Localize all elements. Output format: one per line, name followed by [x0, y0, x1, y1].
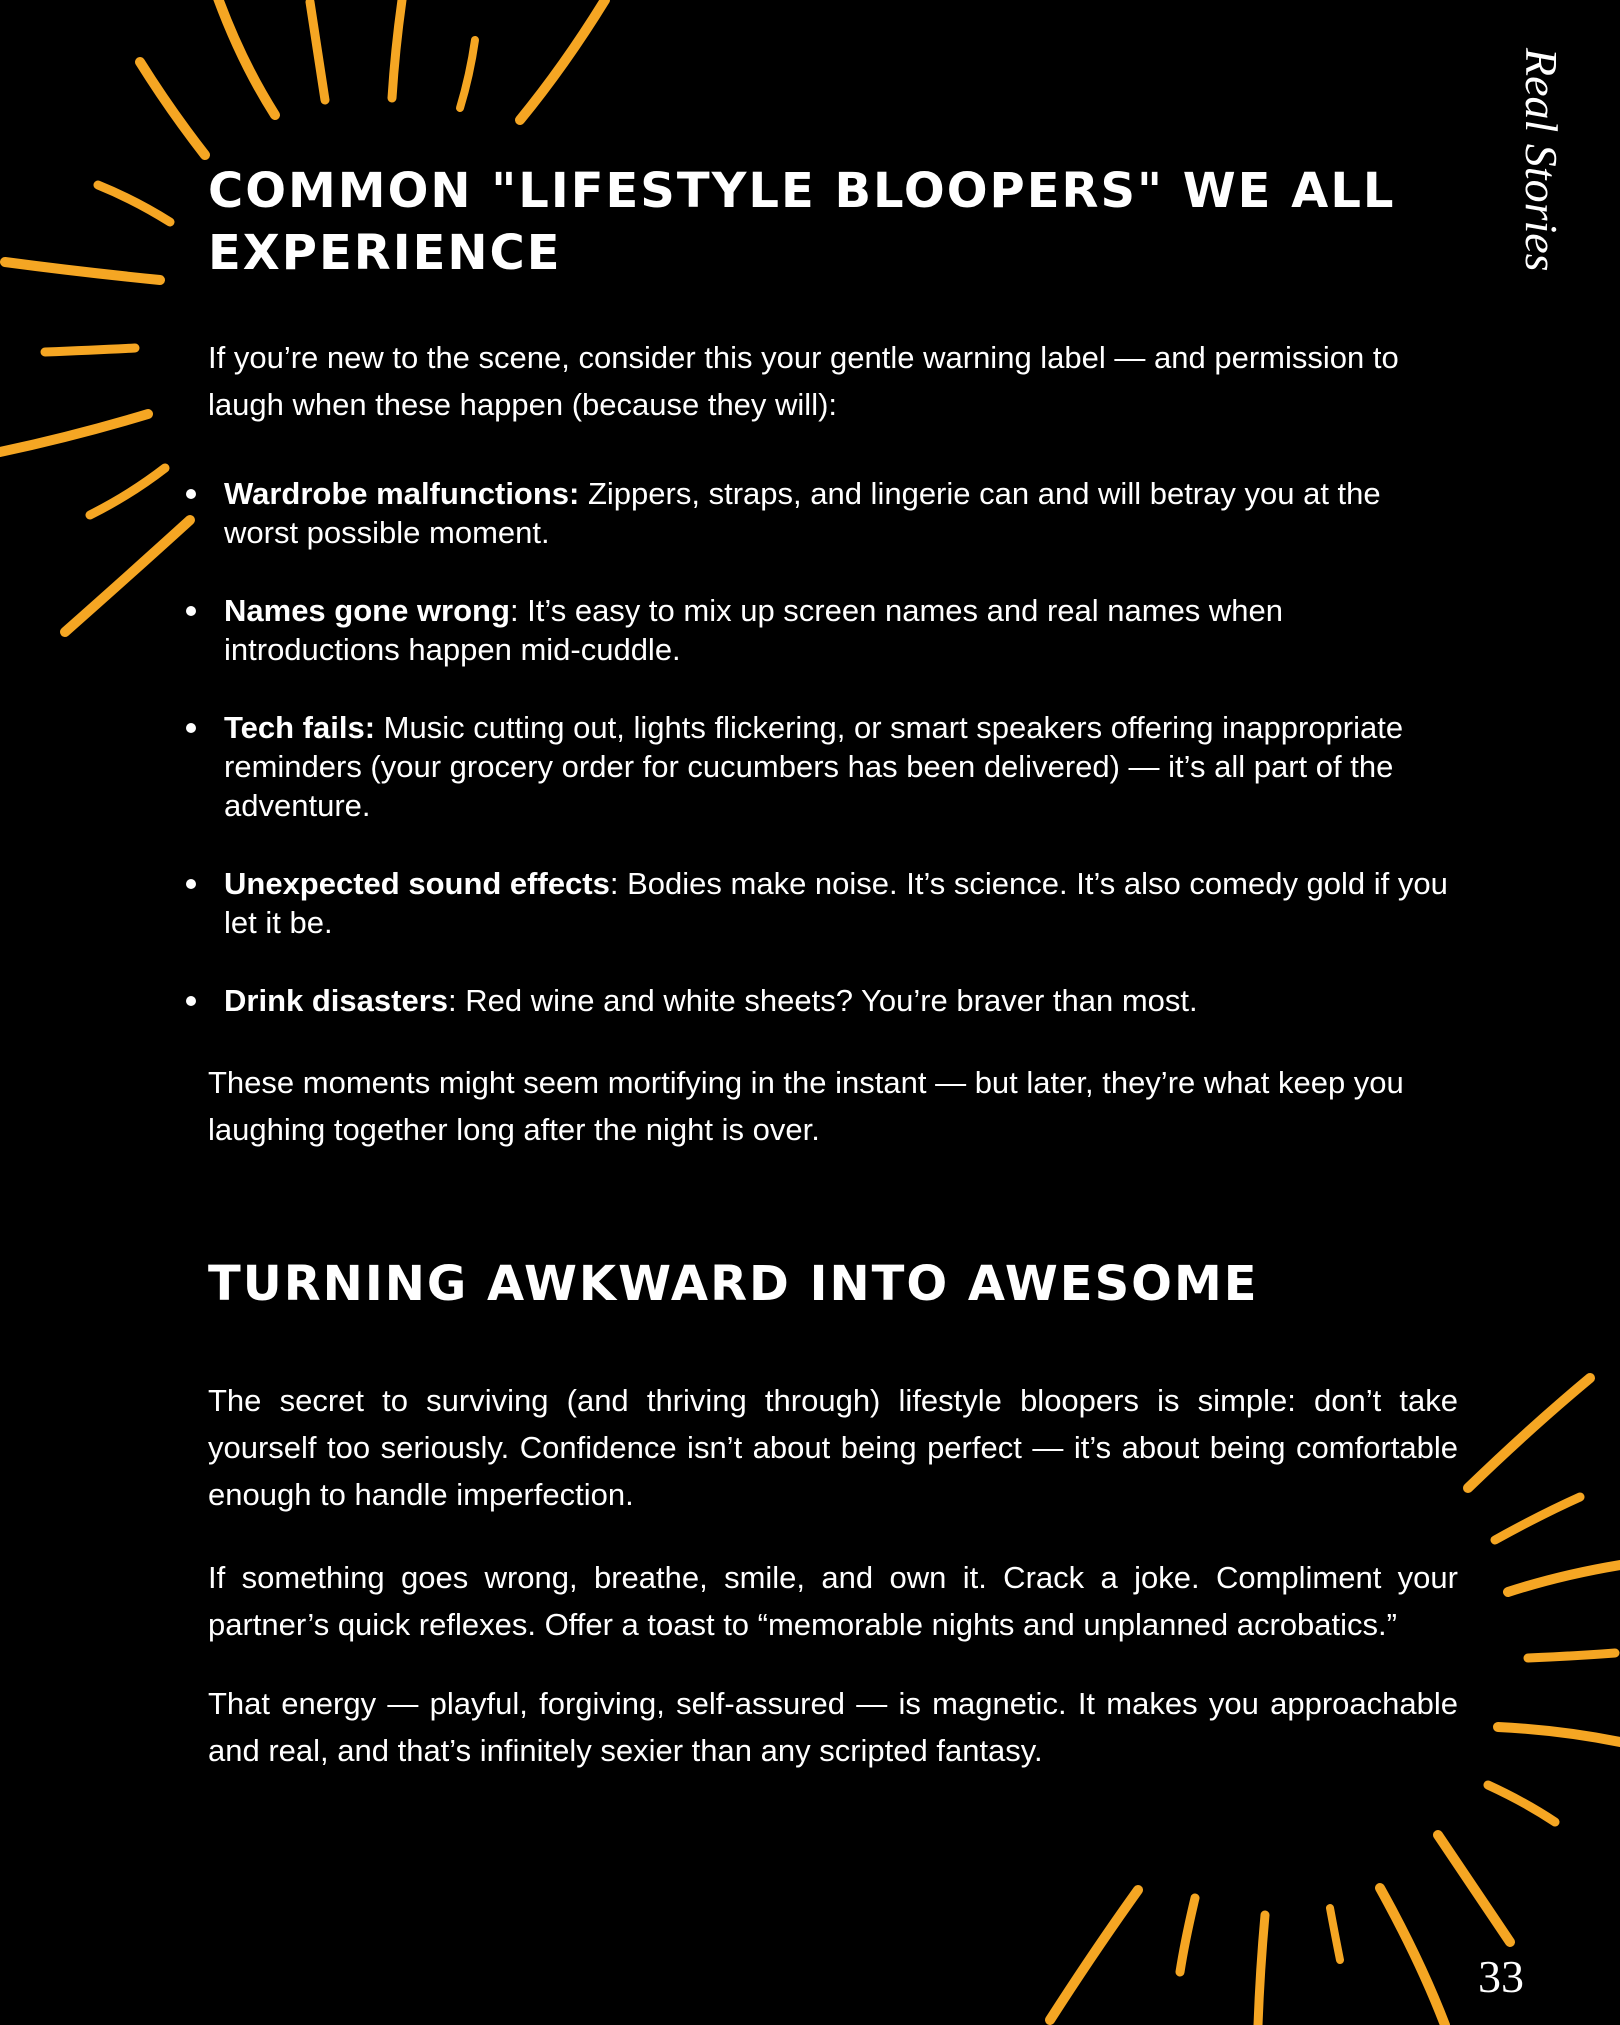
- heading-line: COMMON "LIFESTYLE BLOOPERS" WE ALL: [208, 163, 1396, 219]
- ray: [1050, 1890, 1138, 2020]
- bullet-icon: [186, 723, 196, 733]
- ray: [65, 520, 190, 632]
- bullet-icon: [186, 606, 196, 616]
- ray: [520, 0, 605, 120]
- body-paragraph: The secret to surviving (and thriving through) lifestyle bloopers is simple: don’t take yourself too seriously. Confidence isn’t about being perfect — it’s about being comfortable enough to handle imperfection.: [208, 1383, 1458, 1512]
- ray: [45, 348, 135, 352]
- list-item: [178, 864, 1458, 942]
- item-term: Wardrobe malfunctions:: [224, 476, 580, 511]
- ray: [215, 0, 275, 115]
- ray: [1528, 1653, 1615, 1658]
- awkward-section: [208, 1253, 1458, 1774]
- ray: [1330, 1908, 1340, 1960]
- item-text: Zippers, straps, and lingerie can and will betray you at the worst possible moment.: [224, 476, 1381, 550]
- list-item: [178, 474, 1458, 552]
- item-text: Music cutting out, lights flickering, or smart speakers offering inappropriate reminders (your grocery order for cucumbers has been delivered) — it’s all part of the adventure.: [224, 710, 1404, 823]
- item-term: Tech fails:: [224, 710, 376, 745]
- ray: [1468, 1378, 1590, 1488]
- ray: [0, 414, 148, 452]
- ray: [1508, 1565, 1620, 1592]
- list-item: [178, 981, 1458, 1020]
- ray: [98, 185, 170, 222]
- ray: [140, 62, 205, 155]
- page-content: [208, 160, 1458, 1774]
- ray: [1180, 1898, 1195, 1972]
- bullet-icon: [186, 879, 196, 889]
- item-term: Names gone wrong: [224, 593, 510, 628]
- item-text: : It’s easy to mix up screen names and real names when introductions happen mid-cuddle.: [224, 593, 1284, 667]
- item-text: : Bodies make noise. It’s science. It’s also comedy gold if you let it be.: [224, 866, 1448, 940]
- ray: [310, 2, 325, 100]
- heading-line: EXPERIENCE: [208, 225, 562, 281]
- list-item: [178, 591, 1458, 669]
- bullet-icon: [186, 489, 196, 499]
- ray: [1495, 1497, 1580, 1540]
- intro-paragraph: If you’re new to the scene, consider this your gentle warning label — and permission to laugh when these happen (because they will):: [208, 340, 1399, 422]
- bloopers-list: [178, 474, 1458, 1020]
- ray: [460, 40, 475, 108]
- item-text: : Red wine and white sheets? You’re braver than most.: [448, 983, 1198, 1018]
- closing-paragraph: These moments might seem mortifying in the instant — but later, they’re what keep you laughing together long after the night is over.: [208, 1065, 1404, 1147]
- item-term: Drink disasters: [224, 983, 448, 1018]
- ray: [1488, 1785, 1555, 1822]
- ray: [392, 0, 402, 98]
- section-heading-bloopers: [208, 160, 1458, 284]
- ray: [1438, 1835, 1510, 1942]
- list-item: [178, 708, 1458, 825]
- section-heading-awkward: TURNING AWKWARD INTO AWESOME: [208, 1256, 1259, 1312]
- item-term: Unexpected sound effects: [224, 866, 610, 901]
- bullet-icon: [186, 996, 196, 1006]
- page-number: 33: [1478, 1951, 1524, 2002]
- ray: [1380, 1888, 1445, 2025]
- ray: [1498, 1727, 1620, 1742]
- body-paragraph: That energy — playful, forgiving, self-assured — is magnetic. It makes you approachable and real, and that’s infinitely sexier than any scripted fantasy.: [208, 1686, 1458, 1768]
- ray: [1258, 1915, 1265, 2025]
- section-side-label: Real Stories: [1516, 48, 1567, 272]
- ray: [90, 468, 165, 515]
- ray: [5, 262, 160, 280]
- body-paragraph: If something goes wrong, breathe, smile, and own it. Crack a joke. Compliment your partner’s quick reflexes. Offer a toast to “memorable nights and unplanned acrobatics.”: [208, 1560, 1458, 1642]
